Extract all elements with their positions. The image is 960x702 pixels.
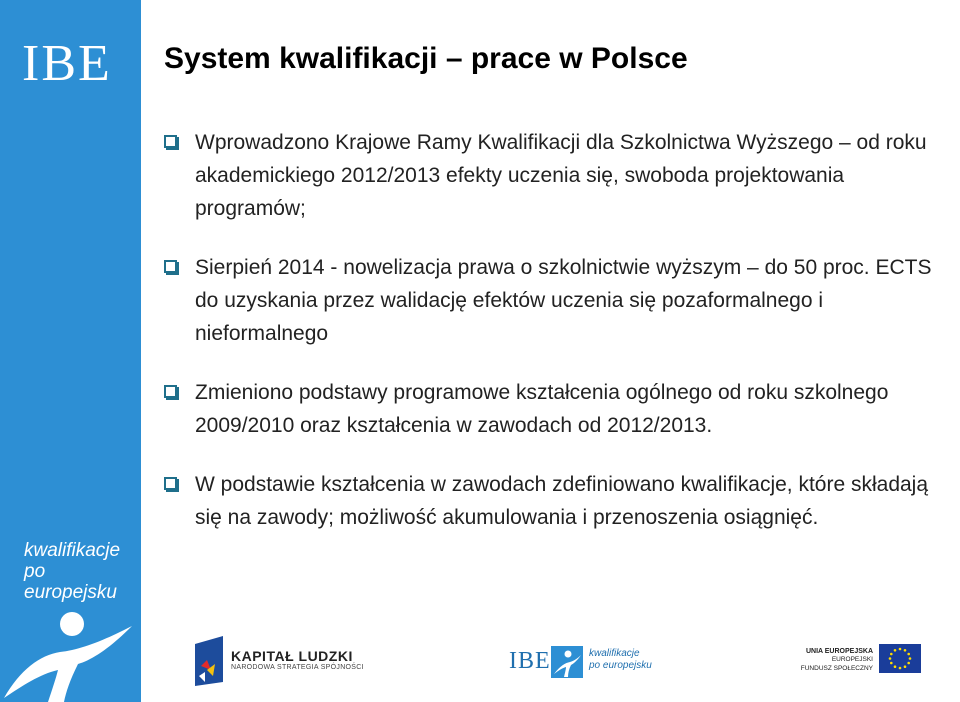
list-item xyxy=(164,376,954,442)
person-figure-icon xyxy=(0,600,141,702)
tagline-line-2: po europejsku xyxy=(24,561,117,603)
ibe-footer-tagline xyxy=(589,648,652,672)
tagline-line-1: kwalifikacje xyxy=(24,540,121,561)
bullet-text: Wprowadzono Krajowe Ramy Kwalifikacji dla Szkolnictwa Wyższego – od roku akademickiego 2012/2013 efekty uczenia się, swoboda projektowania programów; xyxy=(195,131,927,220)
list-item xyxy=(164,251,954,350)
kapital-ludzki-text xyxy=(231,648,364,671)
eu-fund-line-2: FUNDUSZ SPOŁECZNY xyxy=(800,665,873,672)
bullet-text: W podstawie kształcenia w zawodach zdefiniowano kwalifikacje, które składają się na zawody; możliwość akumulowania i przenoszenia osiągnięć. xyxy=(195,473,929,529)
checkbox-bullet-icon xyxy=(164,135,177,148)
checkbox-bullet-icon xyxy=(164,477,177,490)
ibe-footer-tag-line-1: kwalifikacje xyxy=(589,648,640,659)
page-title: System kwalifikacji – prace w Polsce xyxy=(164,42,688,75)
eu-union-label: UNIA EUROPEJSKA xyxy=(805,648,873,655)
footer-logos xyxy=(141,632,960,702)
ibe-footer-logo: IBE xyxy=(509,648,551,674)
list-item xyxy=(164,126,954,225)
list-item xyxy=(164,468,954,534)
ibe-footer-tag-line-2: po europejsku xyxy=(589,660,652,671)
eu-text xyxy=(781,648,873,673)
kapital-ludzki-title: KAPITAŁ LUDZKI xyxy=(231,648,353,664)
ibe-logo: IBE xyxy=(22,35,112,92)
ibe-figure-icon xyxy=(551,646,583,678)
sidebar xyxy=(0,0,141,702)
eu-flag-icon xyxy=(879,644,921,673)
eu-fund-line-1: EUROPEJSKI xyxy=(831,656,873,663)
kapital-ludzki-subtitle: NARODOWA STRATEGIA SPÓJNOŚCI xyxy=(231,664,364,671)
kapital-ludzki-logo-icon xyxy=(193,636,227,686)
bullet-text: Zmieniono podstawy programowe kształcenia ogólnego od roku szkolnego 2009/2010 oraz kształcenia w zawodach od 2012/2013. xyxy=(195,381,889,437)
checkbox-bullet-icon xyxy=(164,260,177,273)
sidebar-tagline xyxy=(24,540,141,603)
bullet-text: Sierpień 2014 - nowelizacja prawa o szkolnictwie wyższym – do 50 proc. ECTS do uzyskania przez walidację efektów uczenia się pozaformalnego i nieformalnego xyxy=(195,256,932,345)
bullet-list xyxy=(164,126,954,560)
checkbox-bullet-icon xyxy=(164,385,177,398)
